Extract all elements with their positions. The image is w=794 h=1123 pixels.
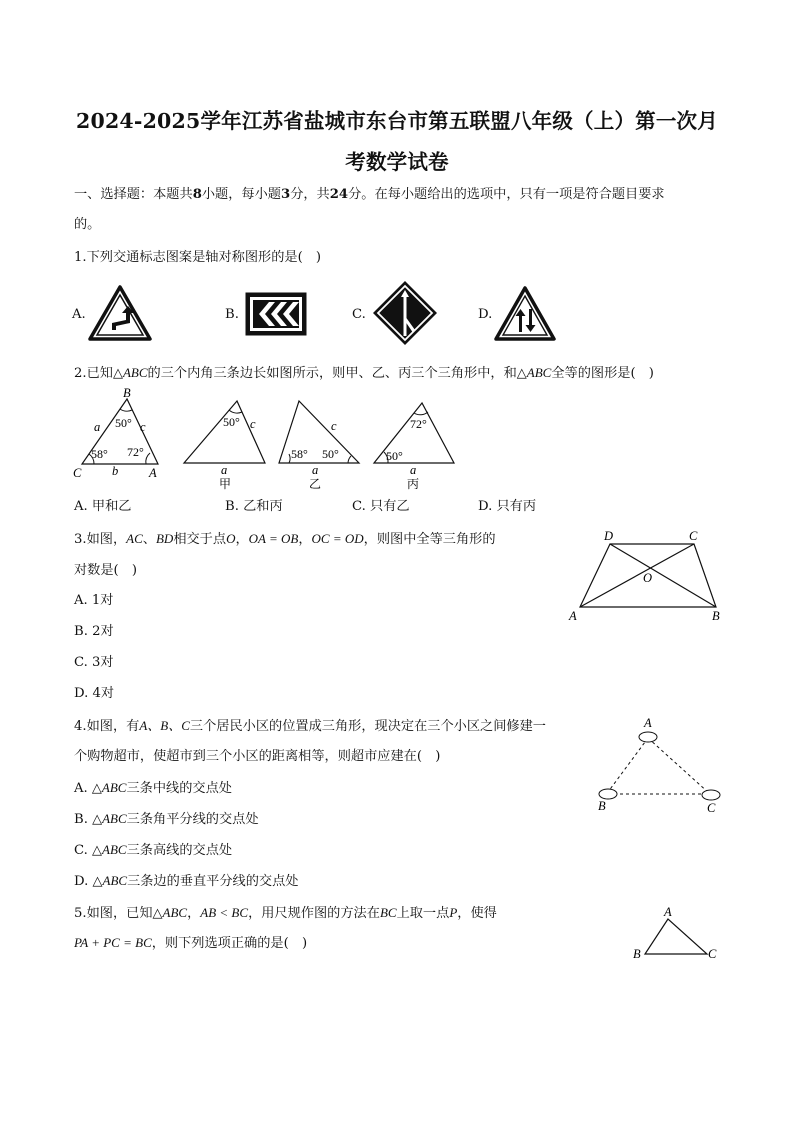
q5-stem: 5.如图，已知△ABC，AB < BC，用尺规作图的方法在BC上取一点P，使得 [74, 905, 497, 921]
q3-label-c: C [689, 529, 698, 543]
q2-triangle-abc [70, 386, 162, 480]
q4-label-b: B [598, 799, 606, 813]
q4-label-c: C [707, 801, 716, 815]
q5-stem-line2: PA + PC = BC，则下列选项正确的是( ) [74, 935, 308, 951]
q2-option-b: B. 乙和丙 [225, 499, 283, 514]
q2-option-d: D. 只有丙 [478, 499, 537, 514]
q4-stem: 4.如图，有A、B、C三个居民小区的位置成三角形，现决定在三个小区之间修建一 [74, 718, 546, 734]
merge-road-sign-icon [372, 280, 438, 346]
jia-side-c: c [250, 417, 256, 431]
q3-option-d: D. 4对 [74, 686, 115, 701]
q3-option-c: C. 3对 [74, 655, 114, 670]
yi-side-a: a [312, 463, 319, 477]
exam-title-line1: 2024-2025学年江苏省盐城市东台市第五联盟八年级（上）第一次月 [76, 109, 718, 133]
q1-stem: 1.下列交通标志图案是轴对称图形的是( ) [74, 250, 322, 265]
q5-label-a: A [664, 905, 672, 919]
q3-label-d: D [604, 529, 614, 543]
q2-angle-a: 72° [127, 445, 144, 459]
q5-label-c: C [708, 947, 717, 961]
q3-label-o: O [643, 571, 653, 585]
q3-option-b: B. 2对 [74, 624, 114, 639]
two-way-traffic-sign-icon [494, 286, 556, 342]
exam-title-line2: 考数学试卷 [345, 150, 449, 174]
double-bend-sign-icon [88, 285, 152, 341]
q4-option-a: A. △ABC三条中线的交点处 [74, 780, 232, 796]
q1-option-a: A. [72, 307, 86, 322]
q2-side-b: b [112, 464, 119, 478]
q4-label-a: A [644, 716, 652, 730]
q2-option-c: C. 只有乙 [352, 499, 410, 514]
q3-stem-line2: 对数是( ) [74, 563, 138, 578]
q2-triangle-yi [275, 398, 367, 492]
yi-angle-right: 50° [322, 447, 339, 461]
q2-side-a: a [94, 420, 101, 434]
q1-option-b: B. [225, 307, 239, 322]
q5-label-b: B [633, 947, 641, 961]
q4-residential-triangle-figure [590, 712, 730, 818]
jia-caption: 甲 [219, 477, 232, 491]
q2-label-c: C [73, 466, 82, 480]
q4-option-c: C. △ABC三条高线的交点处 [74, 842, 233, 858]
q2-stem: 2.已知△ABC的三个内角三条边长如图所示，则甲、乙、丙三个三角形中，和△ABC全等的图形是( ) [74, 365, 654, 381]
q2-label-b: B [123, 386, 131, 400]
q3-option-a: A. 1对 [74, 593, 114, 608]
yi-side-c: c [331, 419, 337, 433]
bing-angle-left: 50° [386, 449, 403, 463]
bing-angle-top: 72° [410, 417, 427, 431]
q4-stem-line2: 个购物超市，使超市到三个小区的距离相等，则超市应建在( ) [74, 749, 441, 764]
bing-caption: 丙 [407, 477, 420, 491]
q2-angle-b: 50° [115, 416, 132, 430]
q4-option-d: D. △ABC三条边的垂直平分线的交点处 [74, 873, 299, 889]
q2-triangle-bing [370, 398, 462, 492]
section-heading: 一、选择题：本题共8小题，每小题3分，共24分。在每小题给出的选项中，只有一项是符合题目要求 [74, 187, 665, 202]
q1-option-c: C. [352, 307, 366, 322]
q2-label-a: A [149, 466, 157, 480]
q3-label-a: A [569, 609, 577, 623]
q2-side-c: c [140, 420, 146, 434]
q2-option-a: A. 甲和乙 [74, 499, 132, 514]
yi-angle-left: 58° [291, 447, 308, 461]
q3-trapezoid-figure [566, 524, 728, 628]
q2-angle-c: 58° [91, 447, 108, 461]
q3-label-b: B [712, 609, 720, 623]
q5-triangle-figure [628, 902, 724, 964]
yi-caption: 乙 [309, 477, 322, 491]
jia-angle: 50° [223, 415, 240, 429]
q4-option-b: B. △ABC三条角平分线的交点处 [74, 811, 259, 827]
q3-stem: 3.如图，AC、BD相交于点O，OA = OB，OC = OD，则图中全等三角形的 [74, 531, 496, 547]
chevron-left-sign-icon [245, 292, 307, 336]
bing-side-a: a [410, 463, 417, 477]
q1-option-d: D. [478, 307, 493, 322]
jia-side-a: a [221, 463, 228, 477]
q2-triangle-jia [180, 398, 270, 492]
section-heading-line2: 的。 [74, 217, 101, 232]
